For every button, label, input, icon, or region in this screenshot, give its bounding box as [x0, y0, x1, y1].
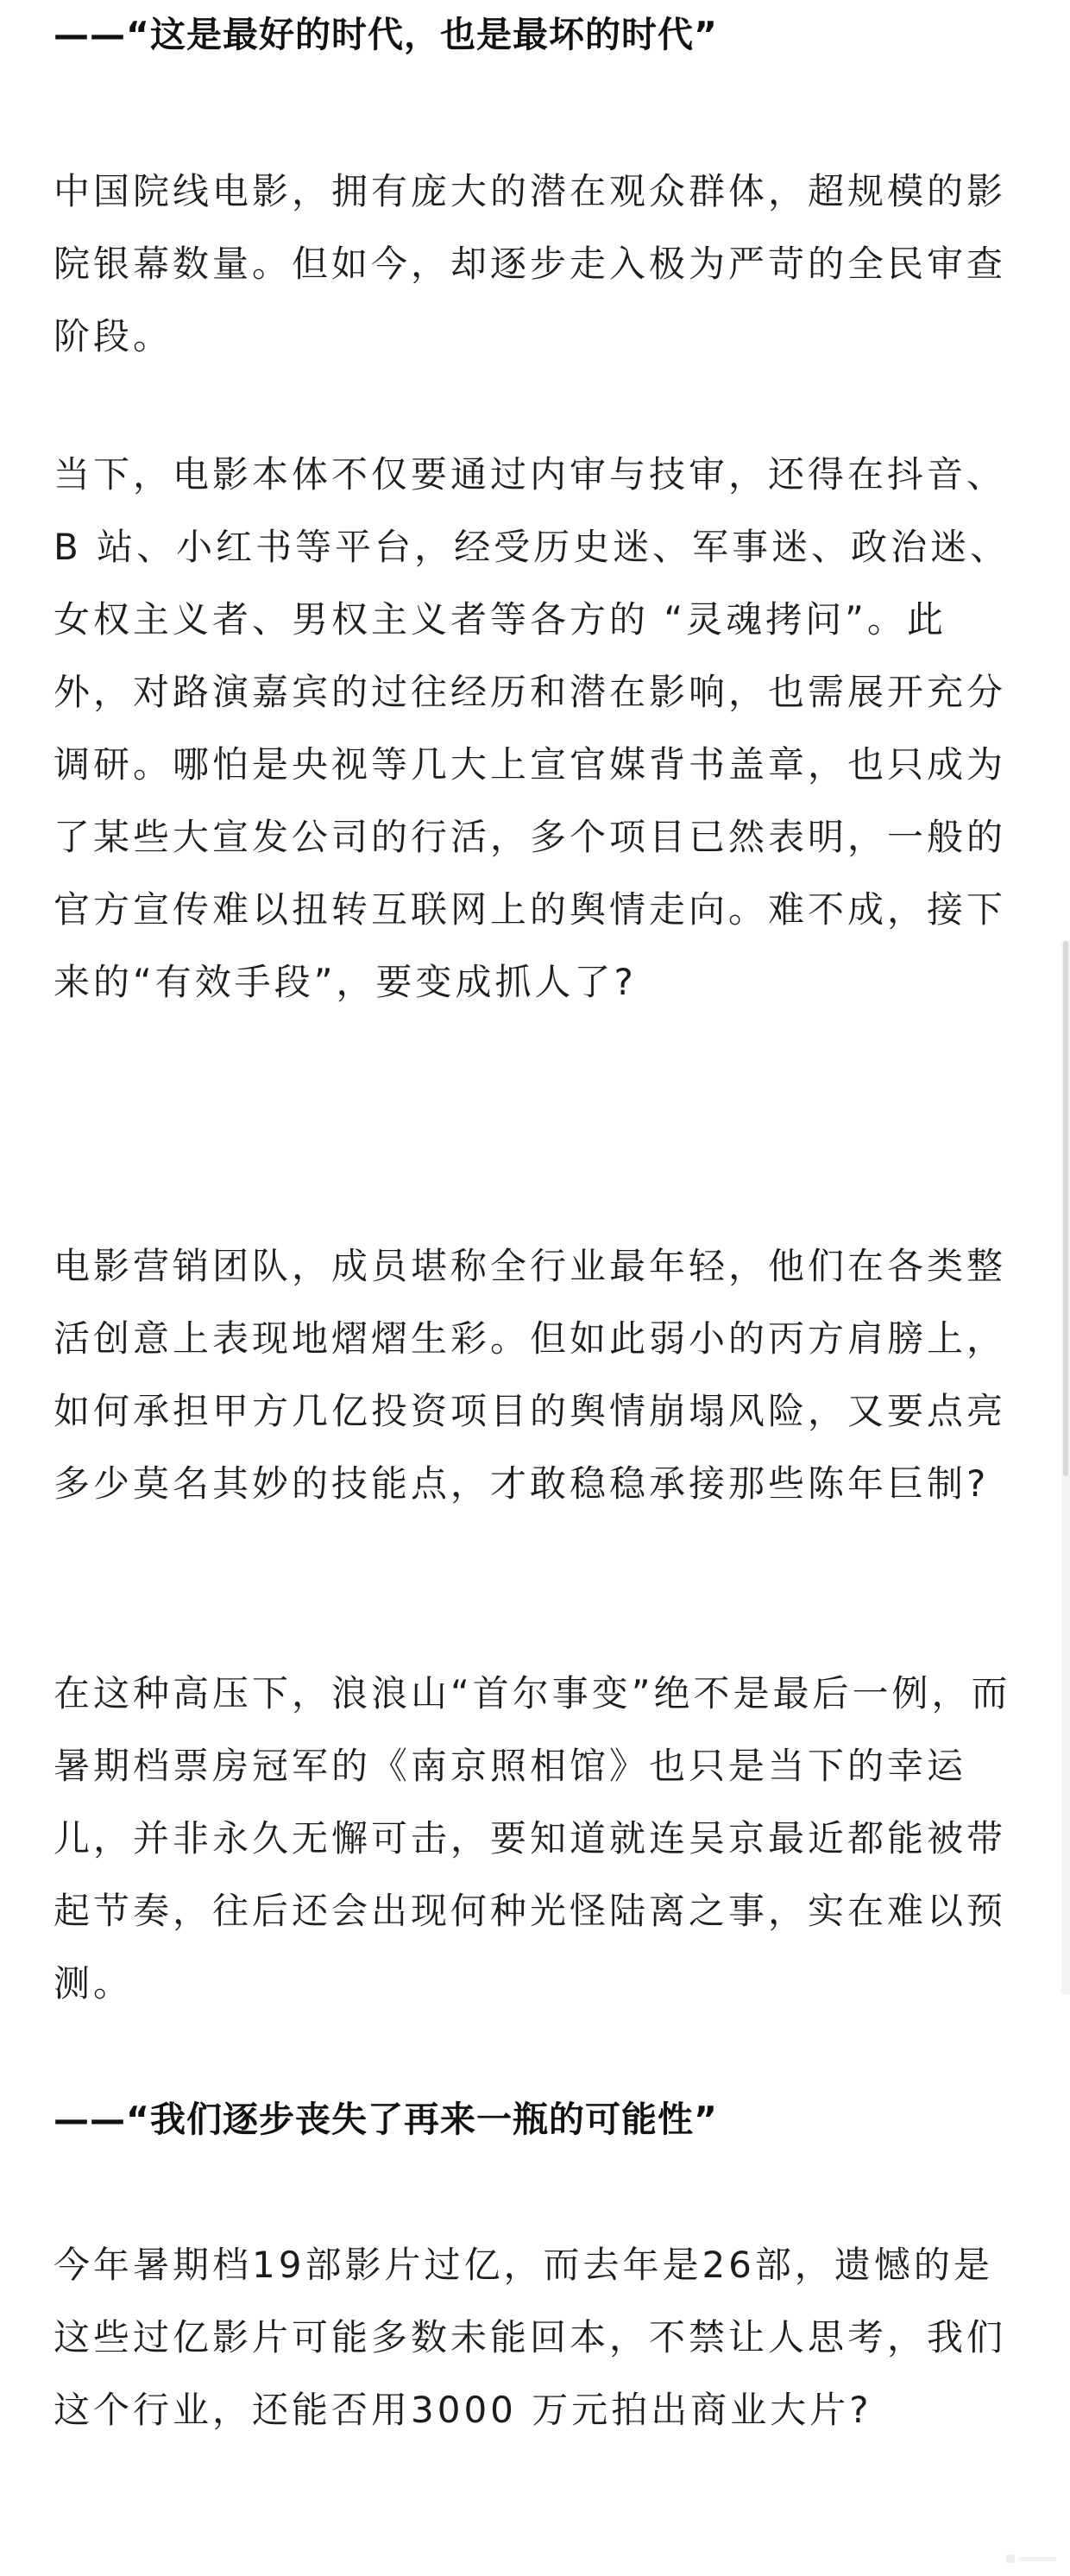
paragraph-marketing-team: 电影营销团队，成员堪称全行业最年轻，他们在各类整活创意上表现地熠熠生彩。但如此弱小的丙方肩膀上，如何承担甲方几亿投资项目的舆情崩塌风险，又要点亮多少莫名其妙的技能点，才敢稳稳承接那些陈年巨制?: [54, 1245, 1007, 1505]
paragraph-summer-box-office: 今年暑期档19部影片过亿，而去年是26部，遗憾的是这些过亿影片可能多数未能回本，不禁让人思考，我们这个行业，还能否用3000 万元拍出商业大片?: [54, 2244, 1007, 2431]
section-heading-lost-possibility: ——“我们逐步丧失了再来一瓶的可能性”: [54, 2099, 718, 2140]
scrollbar-thumb[interactable]: [1063, 941, 1068, 1476]
watermark-logo-icon: [1004, 2550, 1060, 2569]
paragraph-cinema-audience: 中国院线电影，拥有庞大的潜在观众群体，超规模的影院银幕数量。但如今，却逐步走入极为严苛的全民审查阶段。: [54, 170, 1007, 357]
section-heading-best-worst-times: ——“这是最好的时代，也是最坏的时代”: [54, 14, 718, 55]
paragraph-review-pressure: 当下，电影本体不仅要通过内审与技审，还得在抖音、B 站、小红书等平台，经受历史迷、军事迷、政治迷、女权主义者、男权主义者等各方的 “灵魂拷问”。此外，对路演嘉宾的过往经历和潜在影响，也需展开充分调研。哪怕是央视等几大上宣官媒背书盖章，也只成为了某些大宣发公司的行活，多个项目已然表明，一般的官方宣传难以扭转互联网上的舆情走向。难不成，接下来的“有效手段”，要变成抓人了?: [54, 453, 1010, 1003]
paragraph-high-pressure-examples: 在这种高压下，浪浪山“首尔事变”绝不是最后一例，而暑期档票房冠军的《南京照相馆》也只是当下的幸运儿，并非永久无懈可击，要知道就连吴京最近都能被带起节奏，往后还会出现何种光怪陆离之事，实在难以预测。: [54, 1672, 1011, 2005]
